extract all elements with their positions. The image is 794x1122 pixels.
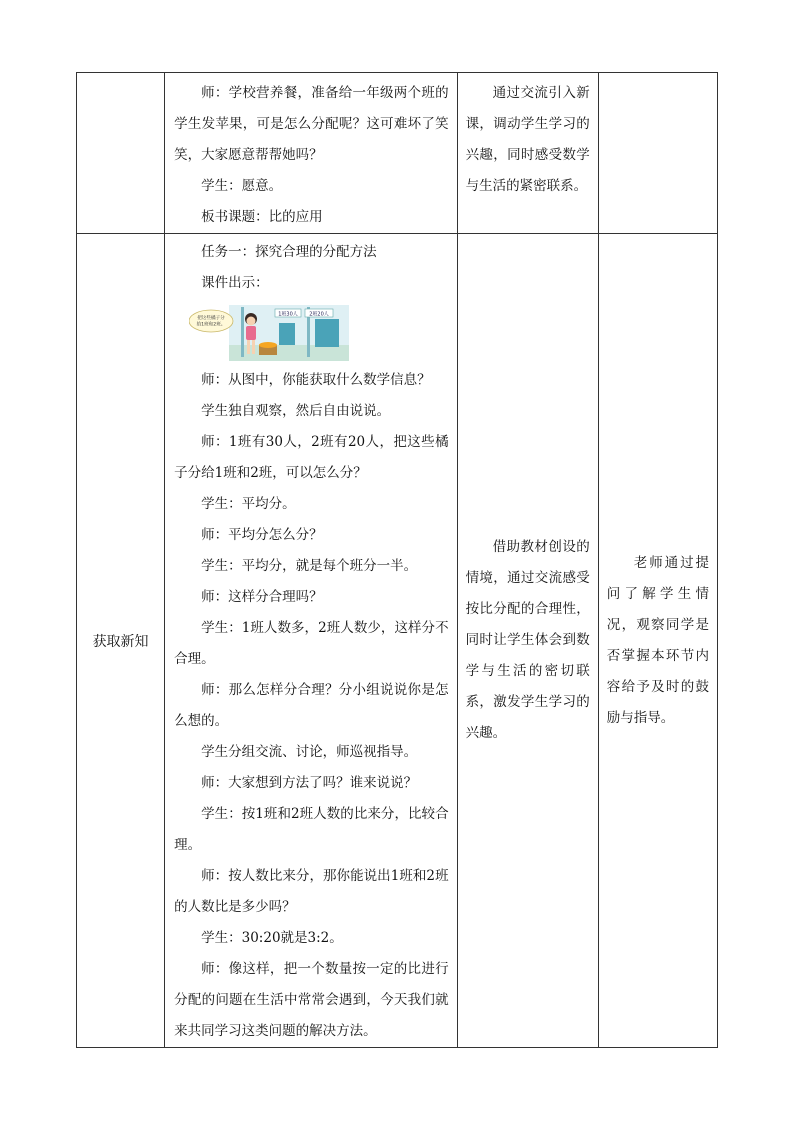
- content-paragraph: 学生分组交流、讨论，师巡视指导。: [201, 744, 418, 760]
- note-cell: [598, 234, 717, 1048]
- sign-1: 1班30人: [278, 311, 298, 318]
- intent-text: 通过交流引入新课，调动学生学习的兴趣，同时感受数学与生活的紧密联系。: [465, 85, 590, 194]
- note-text: 老师通过提问了解学生情况，观察同学是否掌握本环节内容给予及时的鼓励与指导。: [606, 554, 709, 726]
- content-paragraph: 学生：按1班和2班人数的比来分，比较合理。: [174, 806, 449, 853]
- content-paragraph: 师：1班有30人，2班有20人，把这些橘子分给1班和2班，可以怎么分？: [174, 434, 449, 481]
- content-paragraph: 板书课题：比的应用: [201, 209, 323, 225]
- sign-2: 2班20人: [309, 311, 329, 318]
- content-paragraph: 学生：平均分，就是每个班分一半。: [201, 558, 418, 574]
- content-cell: [165, 234, 457, 1048]
- content-paragraph: 课件出示：: [201, 275, 269, 291]
- content-paragraph: 师：大家想到方法了吗？谁来说说？: [201, 775, 418, 791]
- content-paragraph: 师：像这样，把一个数量按一定的比进行分配的问题在生活中常常会遇到，今天我们就来共同学习这类问题的解决方法。: [174, 961, 449, 1039]
- intent-cell: [457, 73, 598, 234]
- content-paragraph: 学生独自观察，然后自由说说。: [201, 403, 391, 419]
- content-paragraph: 师：这样分合理吗？: [201, 589, 323, 605]
- content-cell: [165, 73, 457, 234]
- content-paragraph: 师：从图中，你能获取什么数学信息？: [201, 372, 431, 388]
- illustration-image: [189, 305, 349, 361]
- content-paragraph: 师：按人数比来分，那你能说出1班和2班的人数比是多少吗？: [174, 868, 449, 915]
- content-paragraph: 学生：1班人数多，2班人数少，这样分不合理。: [174, 620, 449, 667]
- task-heading: 任务一：探究合理的分配方法: [201, 244, 377, 260]
- intent-cell: [457, 234, 598, 1048]
- stage-cell: [77, 73, 165, 234]
- speech-bubble-line-1: 把这些橘子分: [197, 316, 225, 321]
- speech-bubble-line-2: 给1班和2班。: [196, 322, 226, 328]
- stage-cell: 获取新知: [77, 234, 165, 1048]
- note-cell: [598, 73, 717, 234]
- lesson-plan-table: [76, 72, 718, 1048]
- content-paragraph: 师：学校营养餐，准备给一年级两个班的学生发苹果，可是怎么分配呢？这可难坏了笑笑，大家愿意帮帮她吗？: [174, 85, 449, 163]
- intent-text: 借助教材创设的情境，通过交流感受按比分配的合理性，同时让学生体会到数学与生活的密切联系，激发学生学习的兴趣。: [465, 539, 590, 741]
- content-paragraph: 学生：30:20就是3:2。: [201, 930, 343, 946]
- content-paragraph: 学生：愿意。: [201, 178, 283, 194]
- content-paragraph: 学生：平均分。: [201, 496, 296, 512]
- classroom-illustration: [189, 305, 349, 361]
- table-row: [77, 234, 718, 1048]
- table-row: [77, 73, 718, 234]
- content-paragraph: 师：那么怎样分合理？分小组说说你是怎么想的。: [174, 682, 449, 729]
- content-paragraph: 师：平均分怎么分？: [201, 527, 323, 543]
